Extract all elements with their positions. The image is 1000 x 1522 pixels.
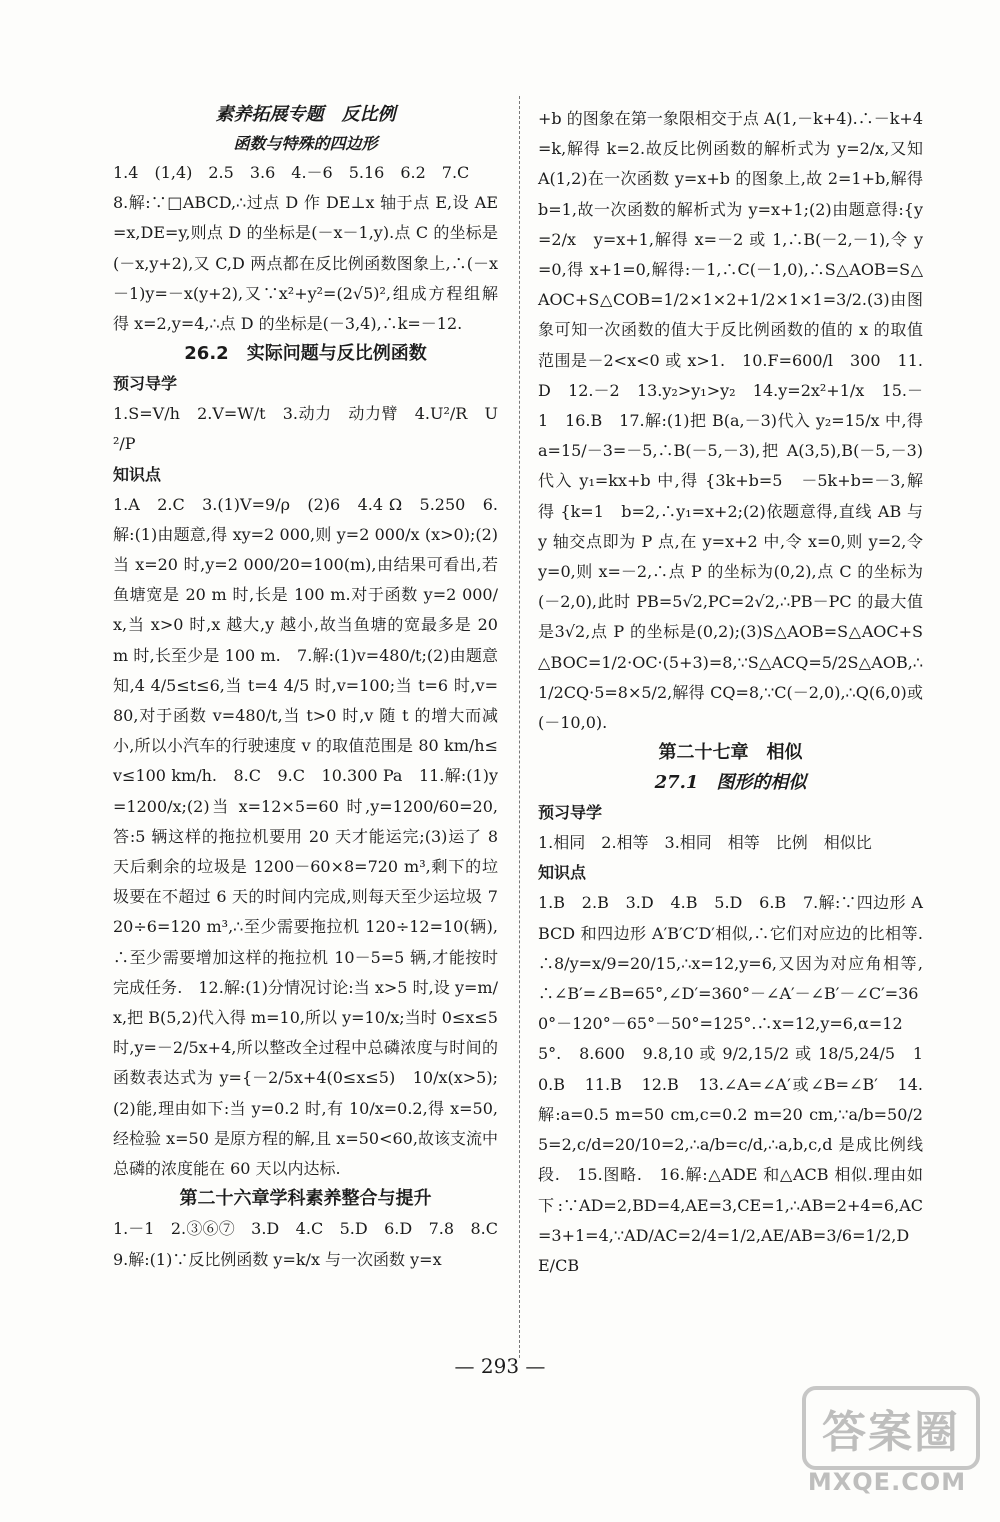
preview-heading: 预习导学 [113,374,178,394]
knowledge-heading: 知识点 [113,464,162,484]
watermark-site: MXQE.COM [807,1468,967,1496]
answer-block: +b 的图象在第一象限相交于点 A(1,－k+4).∴－k+4=k,解得 k=2.故反比例函数的解析式为 y=2/x,又知 A(1,2)在一次函数 y=x+b 的图象上,故 2=1+b,解得 b=1,故一次函数的解析式为 y=x+1;(2)由题意得:{y=2/x y=x+1,解得 x=－2 或 1,∴B(－2,－1),令 y=0,得 x+1=0,解得:－1,∴C(－1,0),∴S△AOB=S△AOC+S△COB=1/2×1×2+1/2×1×1=3/2.(3)由图象可知一次函数的值大于反比例函数的值的 x 的取值范围是－2<x<0 或 x>1. 10.F=600/l 300 11.D 12.－2 13.y₂>y₁>y₂ 14.y=2x²+1/x 15.－1 16.B 17.解:(1)把 B(a,－3)代入 y₂=15/x 中,得 a=15/－3=－5,∴B(－5,－3),把 A(3,5),B(－5,－3)代入 y₁=kx+b 中,得 {3k+b=5 －5k+b=－3,解得 {k=1 b=2,∴y₁=x+2;(2)依题意得,直线 AB 与 y 轴交点即为 P 点,在 y=x+2 中,令 x=0,则 y=2,令 y=0,则 x=－2,∴点 P 的坐标为(0,2),点 C 的坐标为(－2,0),此时 PB=5√2,PC=2√2,∴PB－PC 的最大值是3√2,点 P 的坐标是(0,2);(3)S△AOB=S△AOC+S△BOC=1/2·OC·(5+3)=8,∵S△ACQ=5/2S△AOB,∴1/2CQ·5=8×5/2,解得 CQ=8,∵C(－2,0),∴Q(6,0)或(－10,0). [538,109,923,733]
right-column [538,104,923,1281]
watermark-badge: 答案圈 [802,1386,980,1470]
preview-heading: 预习导学 [538,803,603,823]
chapter-review-title: 第二十六章学科素养整合与提升 [179,1188,432,1210]
answer-block: 1.相同 2.相等 3.相同 相等 比例 相似比 [538,833,872,853]
knowledge-heading: 知识点 [538,863,587,883]
watermark-logo [802,1386,972,1504]
answer-block: 1.B 2.B 3.D 4.B 5.D 6.B 7.解:∵四边形 ABCD 和四边形 A′B′C′D′相似,∴它们对应边的比相等.∴8/y=x/9=20/15,∴x=12,y=6,又因为对应角相等,∴∠B′=∠B=65°,∠D′=360°－∠A′－∠B′－∠C′=360°－120°－65°－50°=125°.∴x=12,y=6,α=125°. 8.600 9.8,10 或 9/2,15/2 或 18/5,24/5 10.B 11.B 12.B 13.∠A=∠A′或∠B=∠B′ 14.解:a=0.5 m=50 cm,c=0.2 m=20 cm,∵a/b=50/25=2,c/d=20/10=2,∴a/b=c/d,∴a,b,c,d 是成比例线段. 15.图略. 16.解:△ADE 和△ACB 相似.理由如下:∵AD=2,BD=4,AE=3,CE=1,∴AB=2+4=6,AC=3+1=4,∵AD/AC=2/4=1/2,AE/AB=3/6=1/2,DE/CB [538,893,923,1275]
page-number: — 293 — [454,1354,546,1378]
chapter-title: 第二十七章 相似 [658,742,803,764]
section-title: 27.1 图形的相似 [654,772,807,794]
answer-block: 1.A 2.C 3.(1)V=9/ρ (2)6 4.4 Ω 5.250 6.解:(1)由题意,得 xy=2 000,则 y=2 000/x (x>0);(2)当 x=20 时,y=2 000/20=100(m),由结果可看出,若鱼塘宽是 20 m 时,长是 100 m.对于函数 y=2 000/x,当 x>0 时,x 越大,y 越小,故当鱼塘的宽最多是 20 m 时,长至少是 100 m. 7.解:(1)v=480/t;(2)由题意知,4 4/5≤t≤6,当 t=4 4/5 时,v=100;当 t=6 时,v=80,对于函数 v=480/t,当 t>0 时,v 随 t 的增大而减小,所以小汽车的行驶速度 v 的取值范围是 80 km/h≤v≤100 km/h. 8.C 9.C 10.300 Pa 11.解:(1)y=1200/x;(2)当 x=12×5=60 时,y=1200/60=20,答:5 辆这样的拖拉机要用 20 天才能运完;(3)运了 8 天后剩余的垃圾是 1200－60×8=720 m³,剩下的垃圾要在不超过 6 天的时间内完成,则每天至少运垃圾 720÷6=120 m³,∴至少需要拖拉机 120÷12=10(辆),∴至少需要增加这样的拖拉机 10－5=5 辆,才能按时完成任务. 12.解:(1)分情况讨论:当 x>5 时,设 y=m/x,把 B(5,2)代入得 m=10,所以 y=10/x;当时 0≤x≤5 时,y=－2/5x+4,所以整改全过程中总磷浓度与时间的函数表达式为 y={－2/5x+4(0≤x≤5) 10/x(x>5);(2)能,理由如下:当 y=0.2 时,有 10/x=0.2,得 x=50,经检验 x=50 是原方程的解,且 x=50<60,故该支流中总磷的浓度能在 60 天以内达标. [113,494,498,1179]
left-column [113,100,515,1275]
topic-subtitle: 函数与特殊的四边形 [233,134,378,153]
answer-block: 1.S=V/h 2.V=W/t 3.动力 动力臂 4.U²/R U²/P [113,404,498,454]
answer-block: 1.－1 2.③⑥⑦ 3.D 4.C 5.D 6.D 7.8 8.C 9.解:(1)∵反比例函数 y=k/x 与一次函数 y=x [113,1219,515,1269]
topic-title: 素养拓展专题 反比例 [215,104,396,125]
answer-block: 8.解:∵□ABCD,∴过点 D 作 DE⊥x 轴于点 E,设 AE=x,DE=y,则点 D 的坐标是(－x－1,y).点 C 的坐标是(－x,y+2),又 C,D 两点都在反比例函数图象上,∴(－x－1)y=－x(y+2),又∵x²+y²=(2√5)²,组成方程组解得 x=2,y=4,∴点 D 的坐标是(－3,4),∴k=－12. [113,193,498,334]
column-divider [519,96,520,1358]
section-title: 26.2 实际问题与反比例函数 [184,343,427,365]
answer-block: 1.4 (1,4) 2.5 3.6 4.－6 5.16 6.2 7.C [113,163,470,182]
